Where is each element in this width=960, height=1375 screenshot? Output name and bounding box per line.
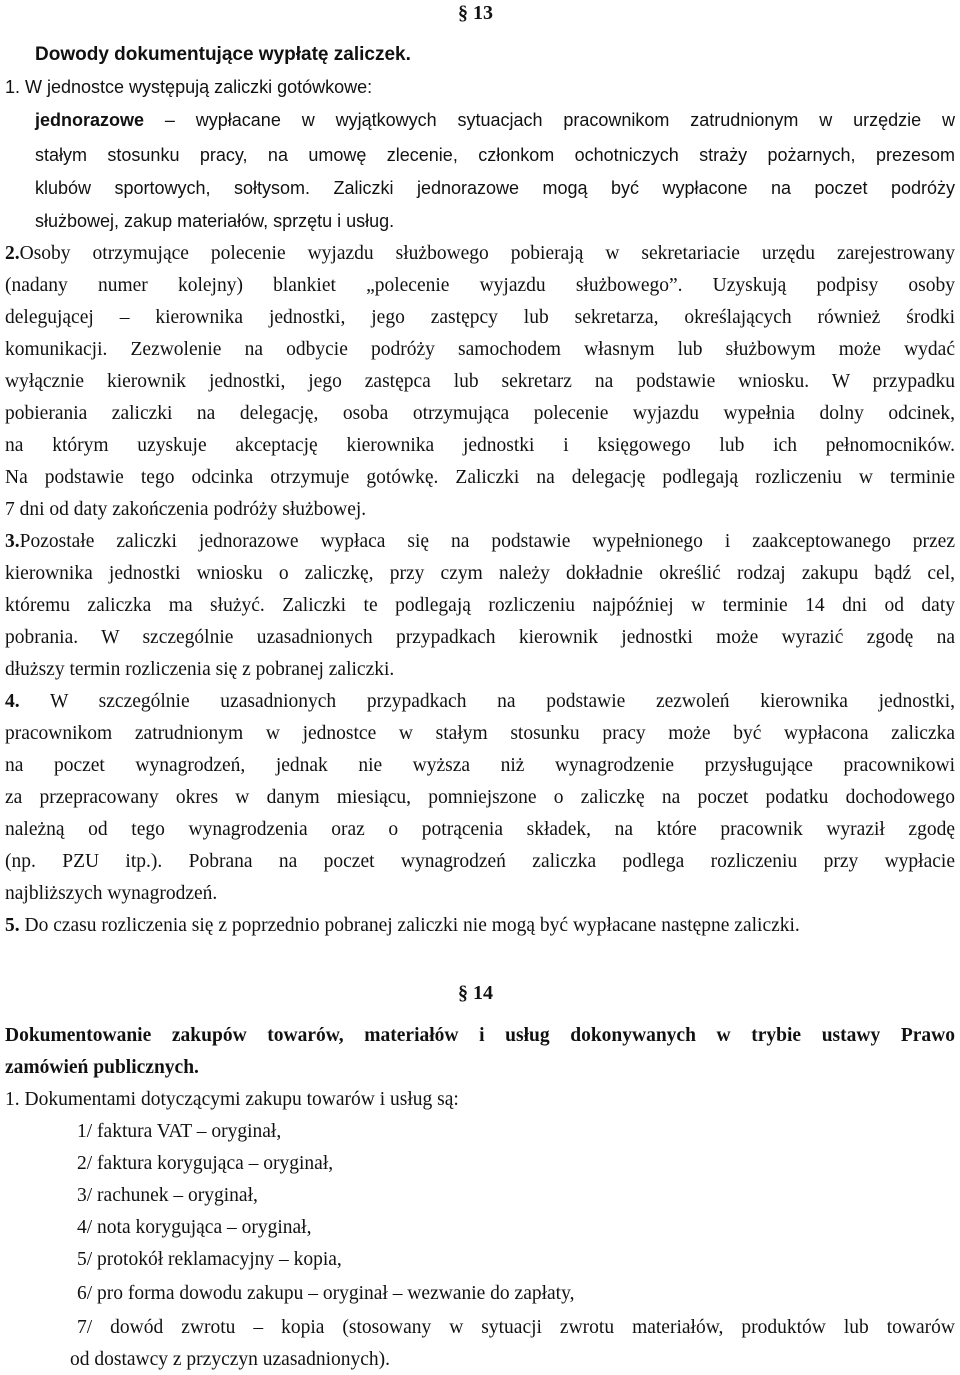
s13-p4-number: 4. bbox=[5, 691, 20, 712]
s13-p1-lead bbox=[5, 75, 372, 99]
s13-p2-line2: (nadany numer kolejny) blankiet „polecenie wyjazdu służbowego”. Uzyskują podpisy osoby bbox=[5, 275, 955, 296]
s13-p2-line7: na którym uzyskuje akceptację kierownika jednostki i księgowego lub ich pełnomocników. bbox=[5, 435, 955, 456]
s14-p1-lead bbox=[5, 1088, 459, 1112]
section-14-number: § 14 bbox=[458, 982, 493, 1004]
s13-p1-line4 bbox=[35, 176, 955, 200]
s13-p1-line5: służbowej, zakup materiałów, sprzętu i usług. bbox=[35, 211, 395, 231]
list-item: 4/ nota korygująca – oryginał, bbox=[77, 1217, 312, 1238]
s13-p2-line3: delegującej – kierownika jednostki, jego zastępcy lub sekretarza, określających również środki bbox=[5, 307, 955, 328]
list-item: 5/ protokół reklamacyjny – kopia, bbox=[77, 1249, 342, 1270]
section-13-number: § 13 bbox=[458, 2, 493, 24]
list-item: 1/ faktura VAT – oryginał, bbox=[77, 1121, 282, 1142]
list-item: 7/ dowód zwrotu – kopia (stosowany w sytuacji zwrotu materiałów, produktów lub towarów bbox=[77, 1317, 955, 1338]
s13-p3-line5: dłuższy termin rozliczenia się z pobranej zaliczki. bbox=[5, 659, 395, 680]
s13-p4-line2: pracownikom zatrudnionym w jednostce w stałym stosunku pracy może być wypłacona zaliczka bbox=[5, 723, 955, 744]
s13-p3-number: 3. bbox=[5, 531, 20, 552]
s13-p5-number: 5. bbox=[5, 915, 20, 936]
section-13-title: Dowody dokumentujące wypłatę zaliczek. bbox=[35, 44, 411, 65]
s13-p4-line3: na poczet wynagrodzeń, jednak nie wyższa niż wynagrodzenie przysługujące pracownikowi bbox=[5, 755, 955, 776]
s13-p4-line4: za przepracowany okres w danym miesiącu, pomniejszone o zaliczkę na poczet podatku dochodowego bbox=[5, 787, 955, 808]
s13-p4-line1 bbox=[5, 690, 955, 714]
s13-p1-line2 bbox=[35, 108, 955, 132]
s13-p3-line1 bbox=[5, 530, 955, 554]
s13-p1-line4a: klubów sportowych, sołtysom. bbox=[35, 178, 311, 198]
s13-p2-line8: Na podstawie tego odcinka otrzymuje gotówkę. Zaliczki na delegację podlegają rozliczeniu w terminie bbox=[5, 467, 955, 488]
s13-p2-line1 bbox=[5, 242, 955, 266]
section-14-title-line1: Dokumentowanie zakupów towarów, materiałów i usług dokonywanych w trybie ustawy Prawo bbox=[5, 1025, 955, 1046]
s13-p2-line5: wyłącznie kierownik jednostki, jego zastępca lub sekretarz na podstawie wniosku. W przypadku bbox=[5, 371, 955, 392]
s13-p5-line1 bbox=[5, 914, 800, 938]
s13-p2-line1-text: Osoby otrzymujące polecenie wyjazdu służbowego pobierają w sekretariacie urzędu zarejestrowany bbox=[19, 243, 955, 264]
s13-term-jednorazowe: jednorazowe bbox=[35, 110, 145, 130]
section-14-title-line2: zamówień publicznych. bbox=[5, 1057, 199, 1078]
s14-p1-number: 1. bbox=[5, 1089, 20, 1110]
s13-p2-line6: pobierania zaliczki na delegację, osoba otrzymująca polecenie wyjazdu wypełnia dolny odcinek, bbox=[5, 403, 955, 424]
s13-p3-line1-text: Pozostałe zaliczki jednorazowe wypłaca się na podstawie wypełnionego i zaakceptowanego przez bbox=[19, 531, 955, 552]
s13-p3-line3: któremu zaliczka ma służyć. Zaliczki te podlegają rozliczeniu najpóźniej w terminie 14 dni od daty bbox=[5, 595, 955, 616]
s13-p4-line5: należną od tego wynagrodzenia oraz o potrącenia składek, na które pracownik wyraził zgodę bbox=[5, 819, 955, 840]
s13-p1-line4b: Zaliczki jednorazowe mogą być wypłacone na poczet podróży bbox=[310, 178, 955, 198]
s13-p1-number: 1. bbox=[5, 77, 21, 97]
s13-p3-line4: pobrania. W szczególnie uzasadnionych przypadkach kierownik jednostki może wyrazić zgodę na bbox=[5, 627, 955, 648]
s13-p4-line1-text: W szczególnie uzasadnionych przypadkach na podstawie zezwoleń kierownika jednostki, bbox=[19, 691, 955, 712]
s13-p1-line3: stałym stosunku pracy, na umowę zlecenie, członkom ochotniczych straży pożarnych, prezesom bbox=[35, 145, 955, 165]
s13-p2-line9: 7 dni od daty zakończenia podróży służbowej. bbox=[5, 499, 367, 520]
s13-p1-lead-text: W jednostce występują zaliczki gotówkowe: bbox=[20, 77, 373, 97]
s13-p1-line2-text: – wypłacane w wyjątkowych sytuacjach pracownikom zatrudnionym w urzędzie w bbox=[144, 110, 955, 130]
s13-p4-line6: (np. PZU itp.). Pobrana na poczet wynagrodzeń zaliczka podlega rozliczeniu przy wypłacie bbox=[5, 851, 955, 872]
list-item: 2/ faktura korygująca – oryginał, bbox=[77, 1153, 334, 1174]
s13-p2-number: 2. bbox=[5, 243, 20, 264]
list-item-continuation: od dostawcy z przyczyn uzasadnionych). bbox=[70, 1349, 391, 1370]
s14-p1-lead-text: Dokumentami dotyczącymi zakupu towarów i usług są: bbox=[19, 1089, 459, 1110]
s13-p2-line4: komunikacji. Zezwolenie na odbycie podróży samochodem własnym lub służbowym może wydać bbox=[5, 339, 955, 360]
s13-p3-line2: kierownika jednostki wniosku o zaliczkę, przy czym należy dokładnie określić rodzaj zakupu bądź cel, bbox=[5, 563, 955, 584]
s13-p5-text: Do czasu rozliczenia się z poprzednio pobranej zaliczki nie mogą być wypłacane następne zaliczki. bbox=[19, 915, 800, 936]
s13-p4-line7: najbliższych wynagrodzeń. bbox=[5, 883, 218, 904]
list-item: 3/ rachunek – oryginał, bbox=[77, 1185, 258, 1206]
list-item: 6/ pro forma dowodu zakupu – oryginał – wezwanie do zapłaty, bbox=[77, 1283, 575, 1304]
